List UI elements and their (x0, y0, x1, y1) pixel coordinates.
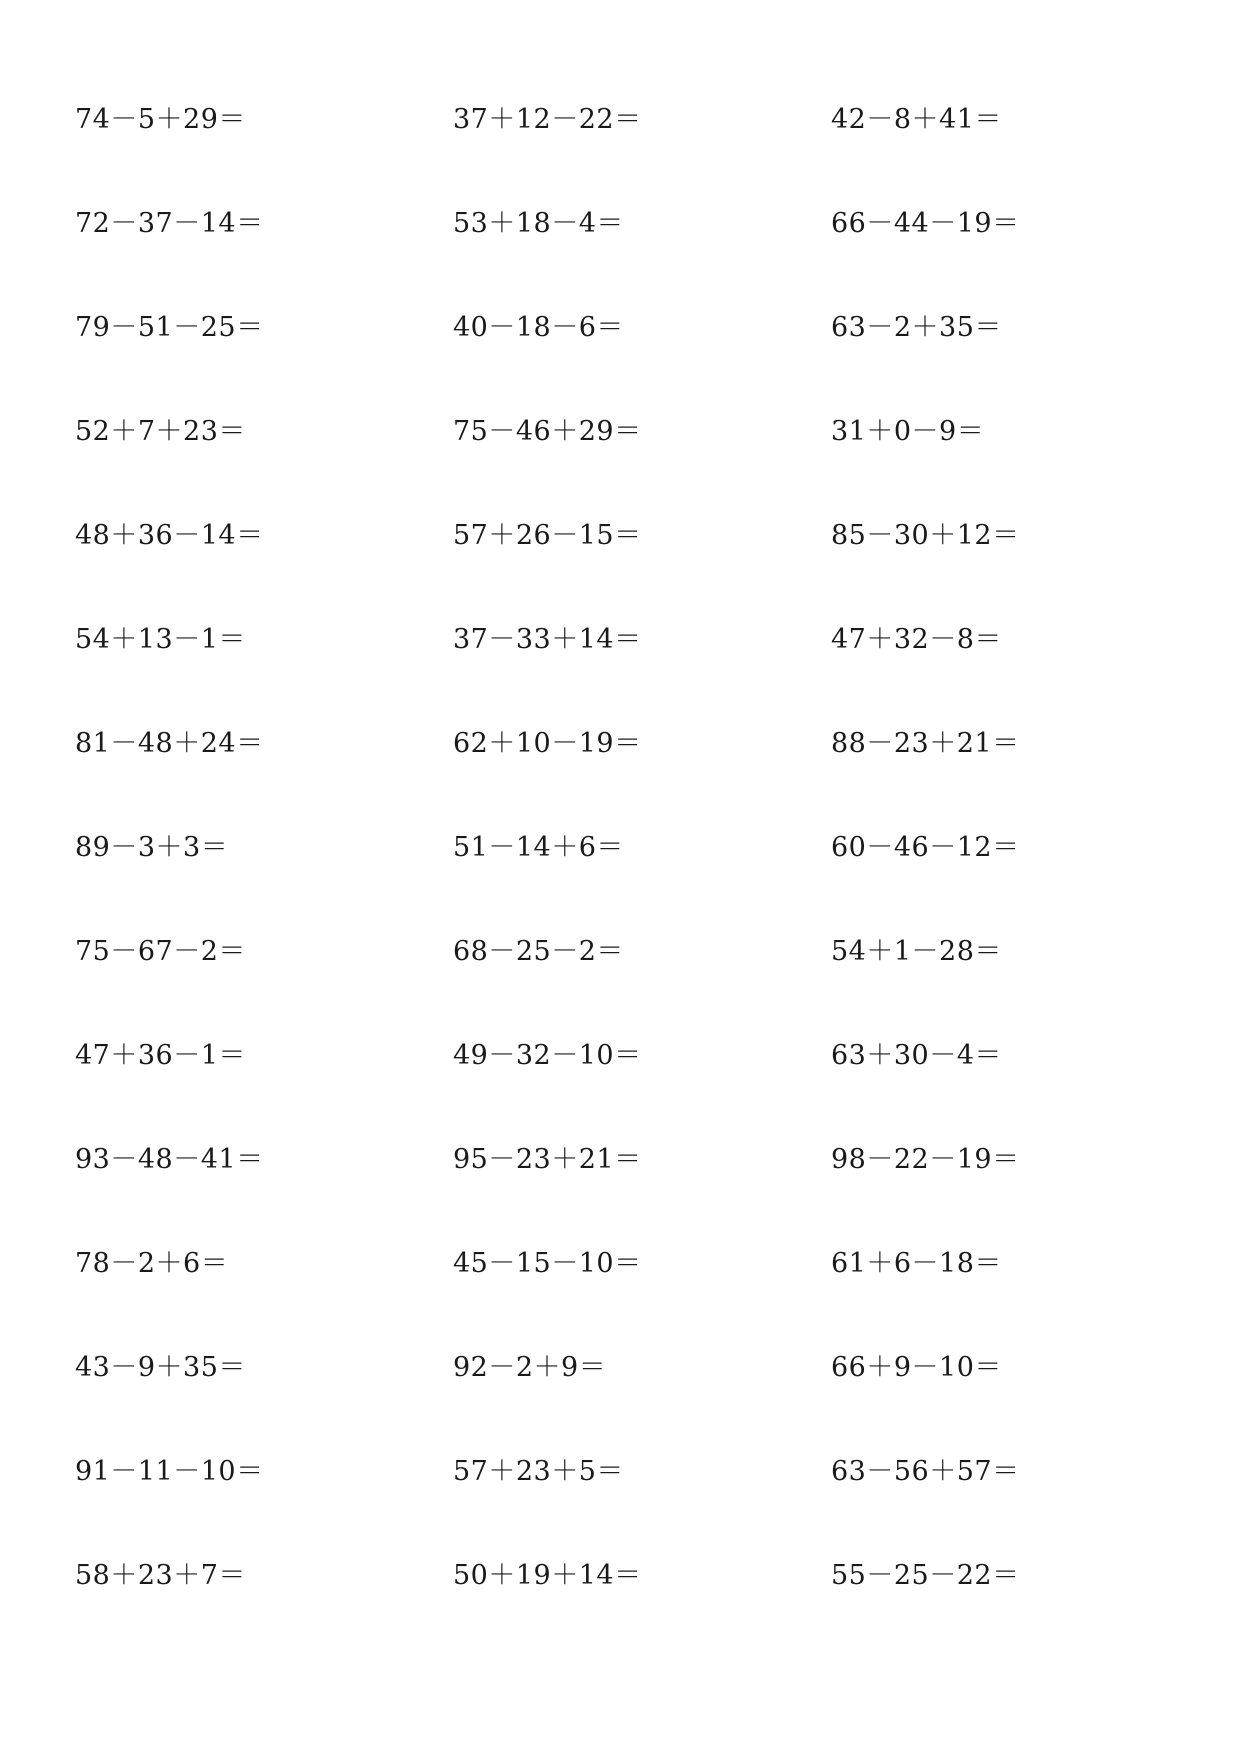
math-problem: 50＋19＋14＝ (453, 1560, 642, 1591)
math-problem: 47＋32－8＝ (831, 624, 1002, 655)
math-problem: 75－46＋29＝ (453, 416, 642, 447)
math-problem: 37－33＋14＝ (453, 624, 642, 655)
math-problem: 45－15－10＝ (453, 1248, 642, 1279)
math-problem: 51－14＋6＝ (453, 832, 624, 863)
math-problem: 92－2＋9＝ (453, 1352, 607, 1383)
math-problem: 40－18－6＝ (453, 312, 624, 343)
math-problem: 66＋9－10＝ (831, 1352, 1002, 1383)
math-problem: 72－37－14＝ (75, 208, 264, 239)
problem-grid (75, 104, 1175, 1664)
math-problem: 52＋7＋23＝ (75, 416, 246, 447)
math-problem: 54＋13－1＝ (75, 624, 246, 655)
math-problem: 62＋10－19＝ (453, 728, 642, 759)
math-problem: 89－3＋3＝ (75, 832, 229, 863)
math-problem: 91－11－10＝ (75, 1456, 264, 1487)
math-problem: 66－44－19＝ (831, 208, 1020, 239)
math-problem: 49－32－10＝ (453, 1040, 642, 1071)
math-problem: 95－23＋21＝ (453, 1144, 642, 1175)
math-problem: 63－56＋57＝ (831, 1456, 1020, 1487)
math-problem: 88－23＋21＝ (831, 728, 1020, 759)
math-problem: 42－8＋41＝ (831, 104, 1002, 135)
math-problem: 81－48＋24＝ (75, 728, 264, 759)
math-problem: 55－25－22＝ (831, 1560, 1020, 1591)
math-problem: 79－51－25＝ (75, 312, 264, 343)
math-problem: 74－5＋29＝ (75, 104, 246, 135)
math-problem: 78－2＋6＝ (75, 1248, 229, 1279)
math-problem: 61＋6－18＝ (831, 1248, 1002, 1279)
math-problem: 75－67－2＝ (75, 936, 246, 967)
math-problem: 54＋1－28＝ (831, 936, 1002, 967)
math-problem: 63－2＋35＝ (831, 312, 1002, 343)
math-problem: 68－25－2＝ (453, 936, 624, 967)
math-problem: 58＋23＋7＝ (75, 1560, 246, 1591)
math-problem: 43－9＋35＝ (75, 1352, 246, 1383)
math-problem: 85－30＋12＝ (831, 520, 1020, 551)
math-problem: 57＋26－15＝ (453, 520, 642, 551)
math-problem: 57＋23＋5＝ (453, 1456, 624, 1487)
math-problem: 60－46－12＝ (831, 832, 1020, 863)
math-problem: 63＋30－4＝ (831, 1040, 1002, 1071)
math-problem: 53＋18－4＝ (453, 208, 624, 239)
math-problem: 48＋36－14＝ (75, 520, 264, 551)
math-problem: 37＋12－22＝ (453, 104, 642, 135)
math-problem: 31＋0－9＝ (831, 416, 985, 447)
math-problem: 47＋36－1＝ (75, 1040, 246, 1071)
math-problem: 98－22－19＝ (831, 1144, 1020, 1175)
math-problem: 93－48－41＝ (75, 1144, 264, 1175)
